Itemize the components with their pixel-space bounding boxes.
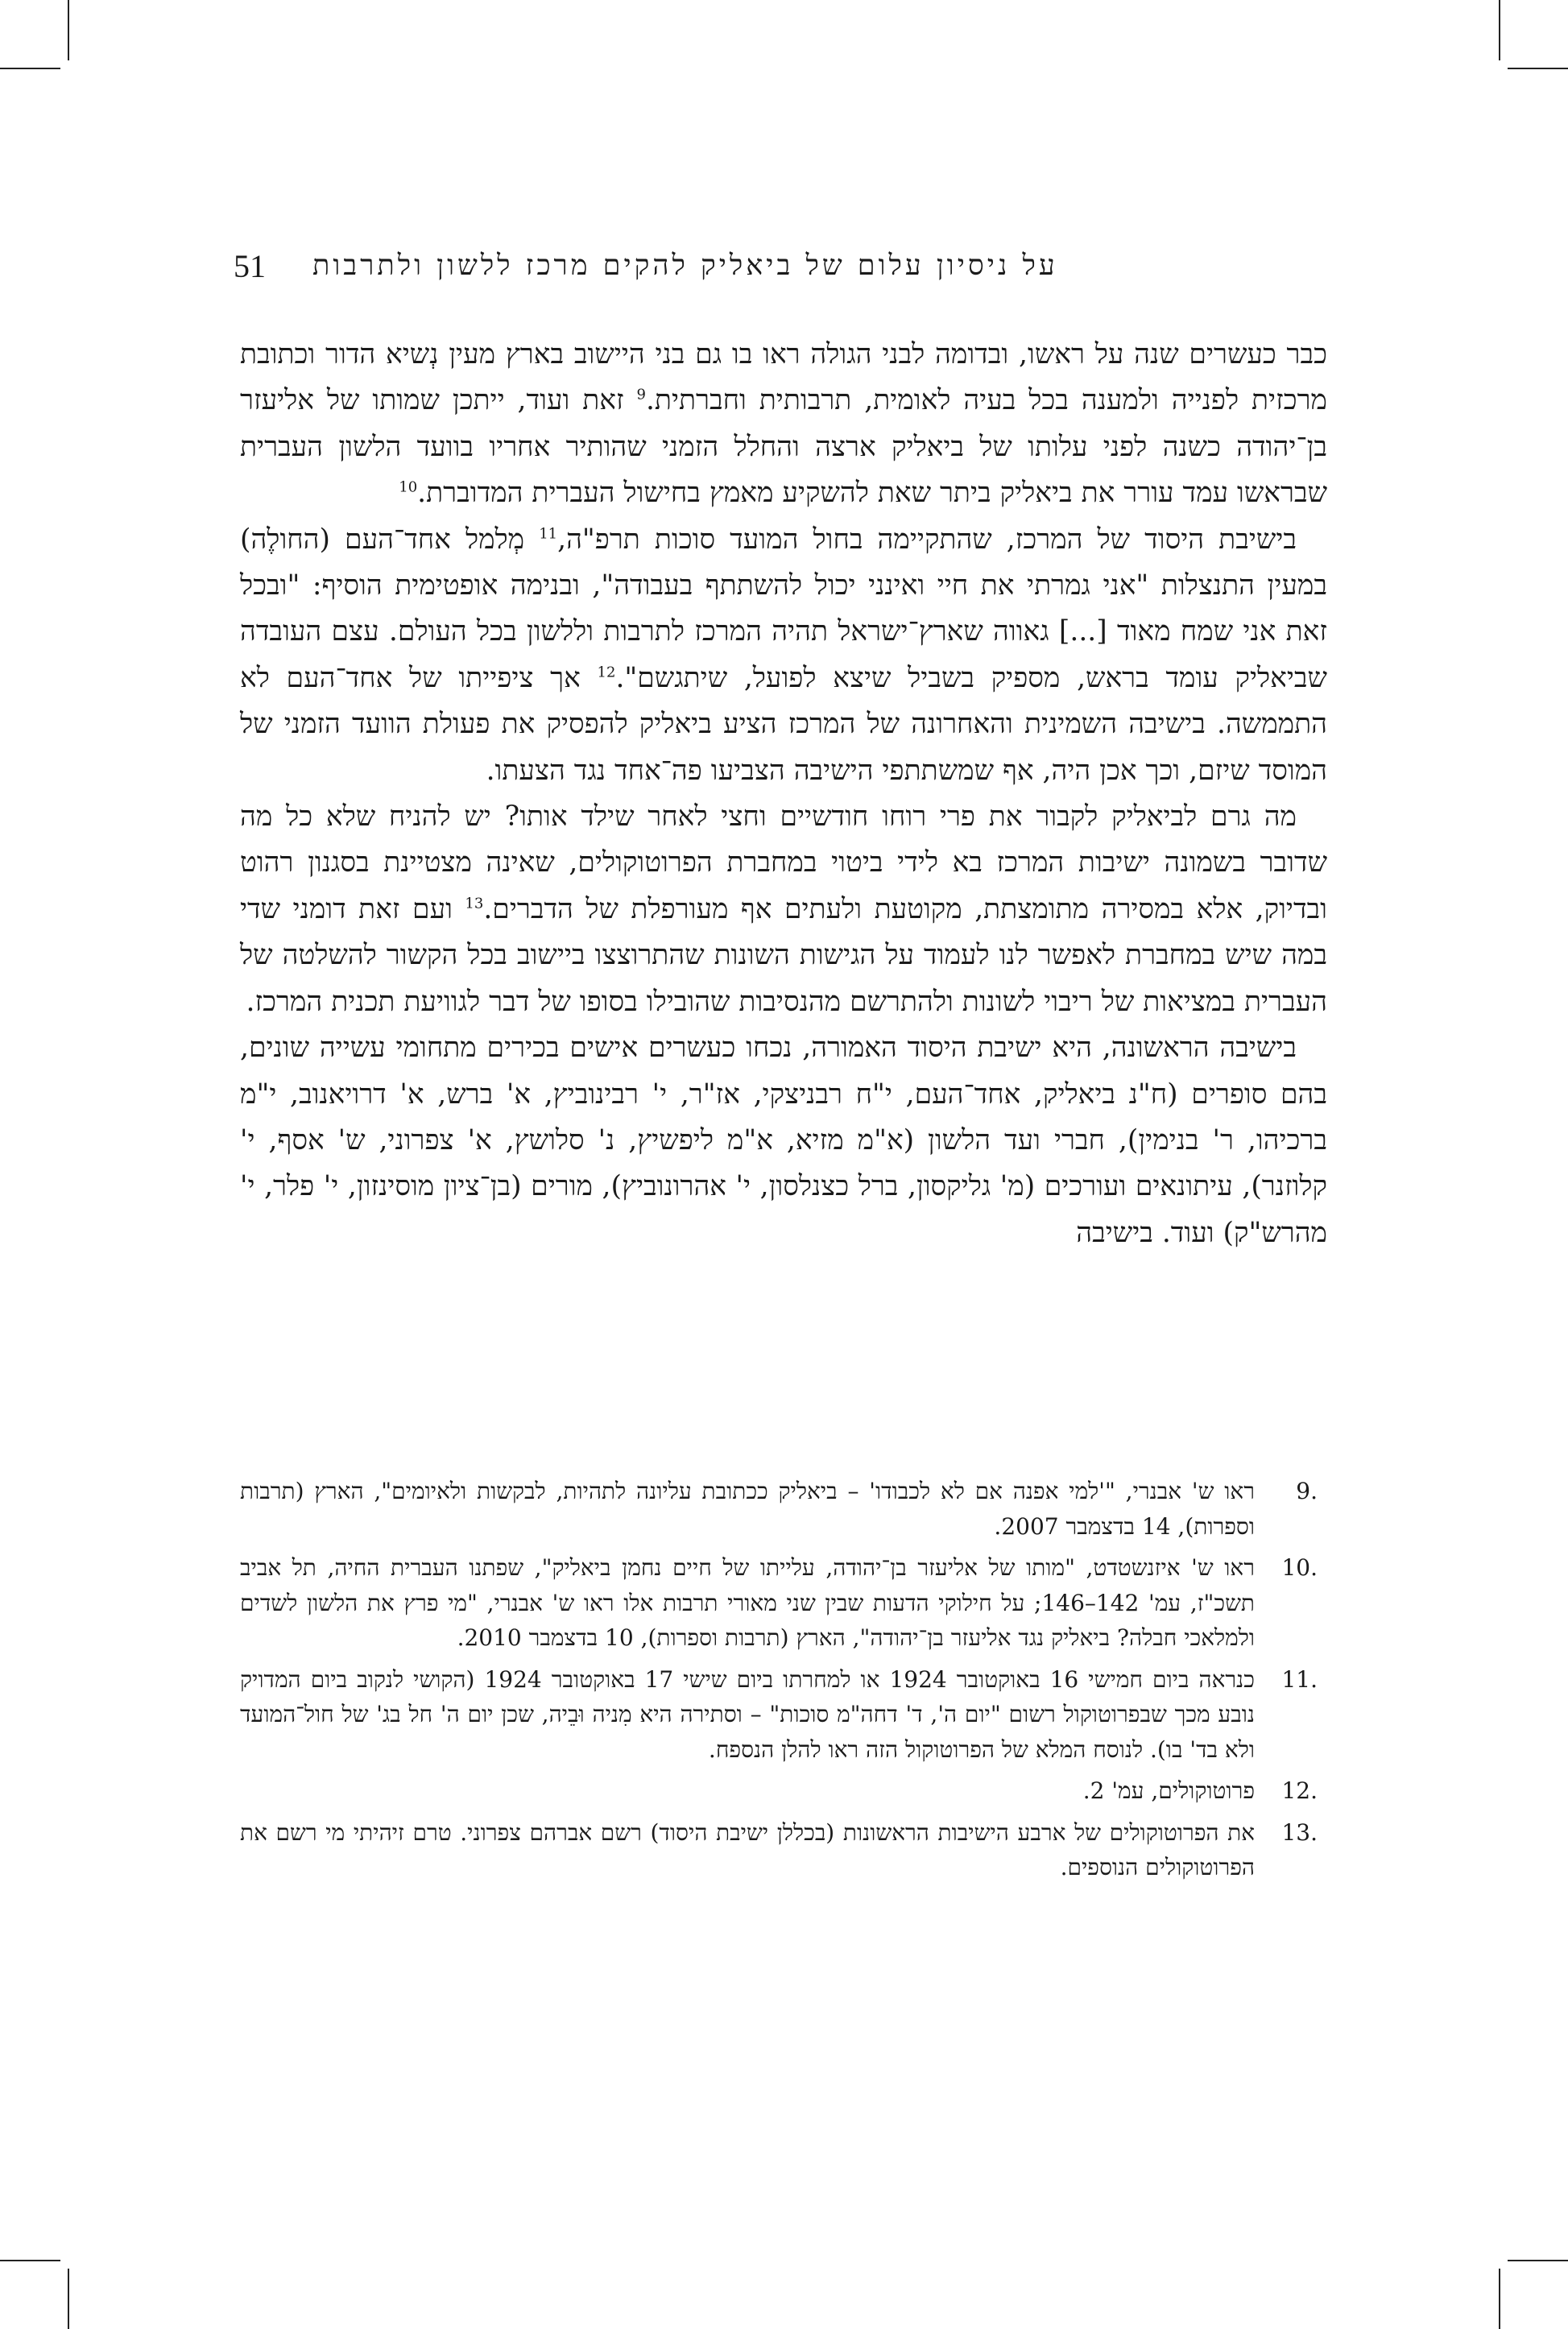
crop-mark	[0, 2260, 60, 2261]
footnote-ref: 11	[539, 525, 558, 543]
footnote-text: את הפרוטוקולים של ארבע הישיבות הראשונות (בכללן ישיבת היסוד) רשם אברהם צפרוני. טרם זיהיתי מי רשם את הפרוטוקולים הנוספים.	[240, 1818, 1255, 1880]
running-title: על ניסיון עלום של ביאליק להקים מרכז ללשון ולתרבות	[312, 250, 1058, 282]
crop-mark	[1499, 0, 1500, 60]
crop-mark	[1508, 68, 1568, 69]
footnote-text: כנראה ביום חמישי 16 באוקטובר 1924 או למחרתו ביום שישי 17 באוקטובר 1924 (הקושי לנקוב ביום המדויק נובע מכך שבפרוטוקול רשום "יום ה', ד' דחה"מ סוכות" – וסתירה היא מִניה וּבֵיה, שכן יום ה' חל בג' של חול־המועד ולא בד' בו). לנוסח המלא של הפרוטוקול הזה ראו להלן הנספח.	[240, 1665, 1255, 1763]
footnote-number: .10	[1281, 1554, 1318, 1581]
footnote-item	[240, 1773, 1327, 1809]
text-run: אך ציפייתו של אחד־העם לא התממשה. בישיבה השמינית והאחרונה של המרכז הציע ביאליק להפסיק את פעולת הוועד הזמני של המוסד שיזם, וכך אכן היה, אף שמשתתפי הישיבה הצביעו פה־אחד נגד הצעתו.	[240, 661, 1327, 787]
footnote-number: .11	[1281, 1665, 1318, 1693]
text-run: כבר כעשרים שנה על ראשו, ובדומה לבני הגולה ראו בו גם בני היישוב בארץ מעין נְשיא הדור וכתובת מרכזית לפנייה ולמענה בכל בעיה לאומית, תרבותית וחברתית.	[240, 338, 1327, 417]
text-run: מה גרם לביאליק לקבור את פרי רוחו חודשיים וחצי לאחר שילד אותו? יש להניח שלא כל מה שדובר בשמונה ישיבות המרכז בא לידי ביטוי במחברת הפרוטוקולים, שאינה מצטיינת בסגנון רהוט ובדיוק, אלא במסירה מתומצתת, מקוטעת ולעתים אף מעורפלת של הדברים.	[240, 800, 1328, 925]
text-run: בישיבה הראשונה, היא ישיבת היסוד האמורה, נכחו כעשרים אישים בכירים מתחומי עשייה שונים, בהם סופרים (ח"נ ביאליק, אחד־העם, י"ח רבניצקי, אז"ר, י' רבינוביץ, א' ברש, א' דרויאנוב, י"מ ברכיהו, ר' בנימין), חברי ועד הלשון (א"מ מזיא, א"מ ליפשיץ, נ' סלושץ, א' צפרוני, ש' אסף, י' קלוזנר), עיתונאים ועורכים (מ' גליקסון, ברל כצנלסון, י' אהרונוביץ), מורים (בן־ציון מוסינזון, י' פלר, י' מהרש"ק) ועוד. בישיבה	[240, 1032, 1327, 1249]
footnote-ref: 10	[399, 478, 418, 496]
crop-mark	[0, 68, 60, 69]
text-run: ועם זאת דומני שדי במה שיש במחברת לאפשר לנו לעמוד על הגישות השונות שהתרוצצו ביישוב בכל הקשור להשלטה של העברית במציאות של ריבוי לשונות ולהתרשם מהנסיבות שהובילו בסופו של דבר לגוויעת תכנית המרכז.	[240, 892, 1327, 1018]
footnote-item	[240, 1550, 1327, 1656]
crop-mark	[68, 0, 69, 60]
footnote-text: פרוטוקולים, עמ' 2.	[1082, 1777, 1255, 1804]
crop-mark	[1499, 2269, 1500, 2329]
body-text	[240, 332, 1327, 1256]
footnote-number: .9	[1296, 1478, 1318, 1504]
footnote-ref: 12	[597, 664, 616, 681]
body-paragraph	[240, 794, 1327, 1025]
text-run: מְלמל אחד־העם (החולֶה) במעין התנצלות "אני גמרתי את חיי ואינני יכול להשתתף בעבודה", ובנימה אופטימית הוסיף: "ובכל זאת אני שמח מאוד [...] גאווה שארץ־ישראל תהיה המרכז לתרבות וללשון בכל העולם. עצם העובדה שביאליק עומד בראש, מספיק בשביל שיצא לפועל, שיתגשם".	[240, 523, 1327, 694]
footnote-item	[240, 1662, 1327, 1768]
footnotes	[240, 1474, 1327, 1892]
footnote-number: .13	[1281, 1818, 1318, 1846]
text-run: בישיבת היסוד של המרכז, שהתקיימה בחול המועד סוכות תרפ"ה,	[557, 523, 1297, 556]
body-paragraph	[240, 1025, 1327, 1256]
footnote-text: ראו ש' אבנרי, "'למי אפנה אם לא לכבודו' – ביאליק ככתובת עליונה לתהיות, לבקשות ולאיומים", הארץ (תרבות וספרות), 14 בדצמבר 2007.	[240, 1478, 1255, 1540]
footnote-ref: 9	[636, 386, 646, 403]
footnote-item	[240, 1474, 1327, 1544]
body-paragraph	[240, 332, 1327, 517]
footnote-number: .12	[1281, 1777, 1318, 1804]
footnote-text: ראו ש' איזנשטדט, "מותו של אליעזר בן־יהודה, עלייתו של חיים נחמן ביאליק", שפתנו העברית החיה, תל אביב תשכ"ז, עמ' 142–146; על חילוקי הדעות שבין שני מאורי תרבות אלו ראו ש' אבנרי, "מי פרץ את הלשון לשדים ולמלאכי חבלה? ביאליק נגד אליעזר בן־יהודה", הארץ (תרבות וספרות), 10 בדצמבר 2010.	[240, 1554, 1255, 1651]
text-run: זאת ועוד, ייתכן שמותו של אליעזר בן־יהודה כשנה לפני עלותו של ביאליק ארצה והחלל הזמני שהותיר אחריו בוועד הלשון העברית שבראשו עמד עורר את ביאליק ביתר שאת להשקיע מאמץ בחישול העברית המדוברת.	[240, 384, 1327, 510]
crop-mark	[1508, 2260, 1568, 2261]
footnote-ref: 13	[465, 895, 484, 912]
body-paragraph	[240, 517, 1327, 794]
crop-mark	[68, 2269, 69, 2329]
page-number: 51	[234, 247, 266, 284]
footnote-item	[240, 1815, 1327, 1885]
running-header	[234, 242, 1058, 290]
